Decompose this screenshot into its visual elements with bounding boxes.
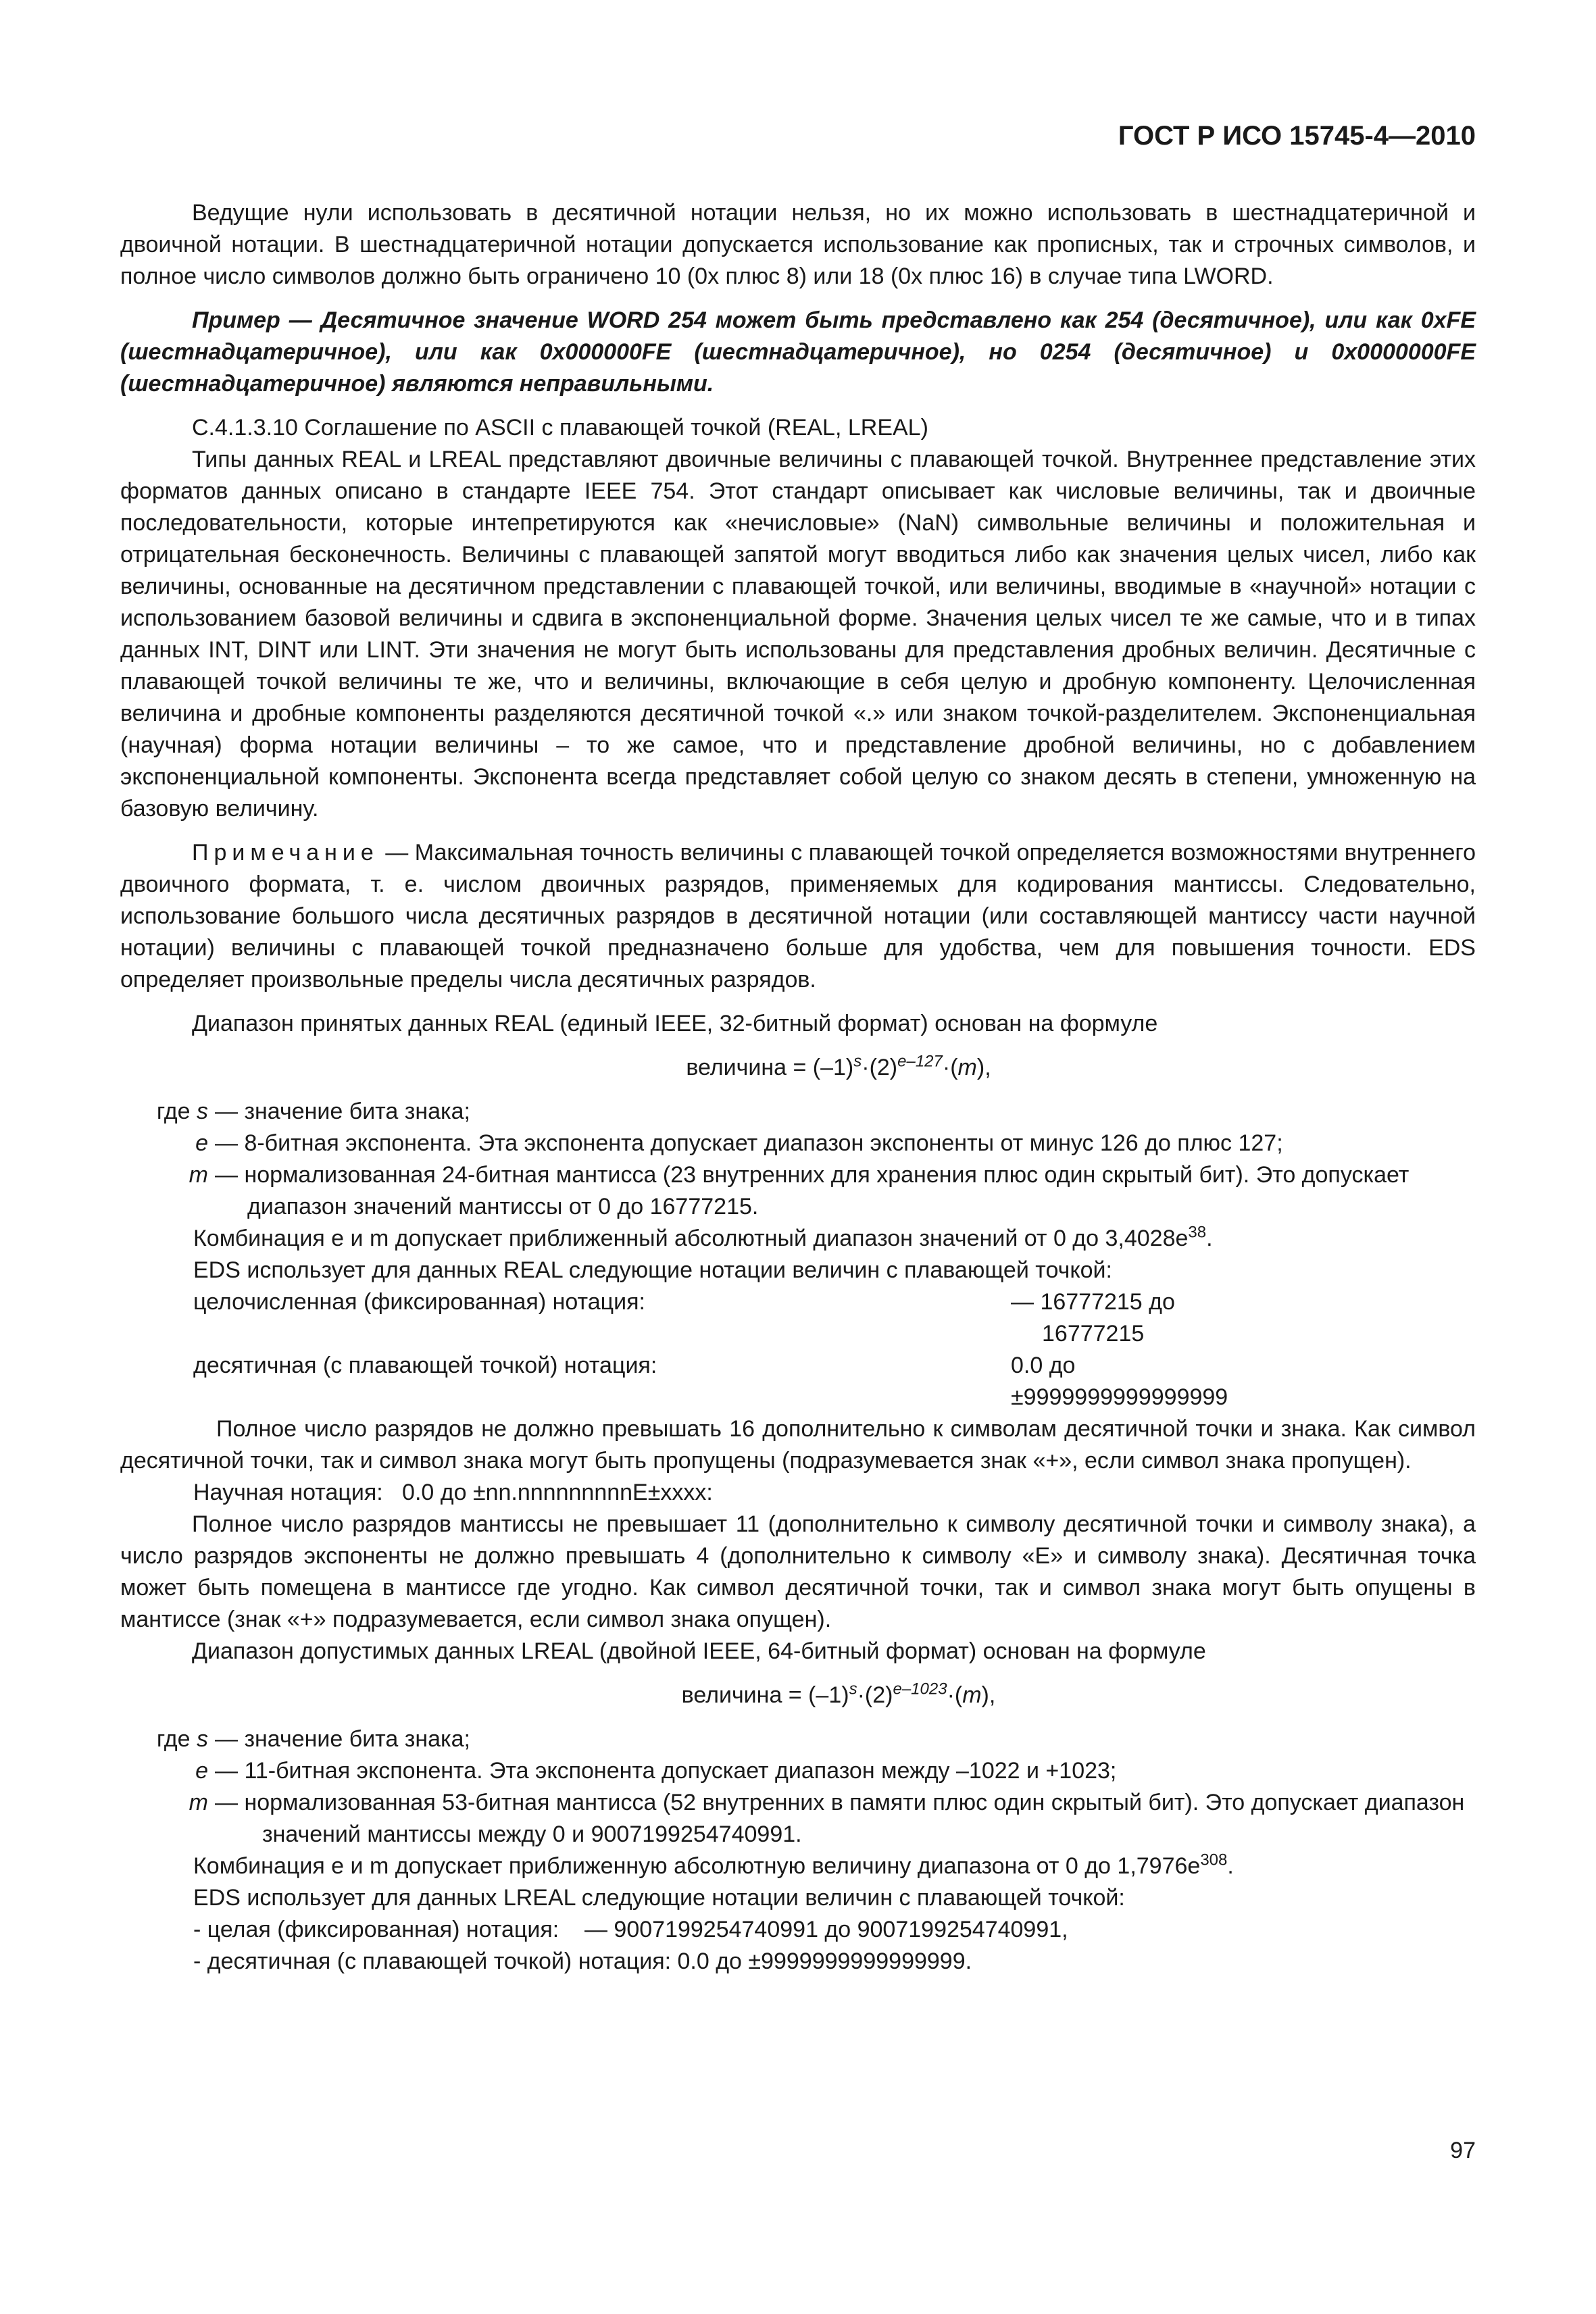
formula-lhs: величина = (–1): [681, 1682, 849, 1708]
real-eds-intro: EDS использует для данных REAL следующие нотации величин с плавающей точкой:: [193, 1257, 1112, 1283]
where-item: — значение бита знака;: [215, 1099, 470, 1124]
lreal-where-list: [120, 1724, 1476, 1851]
where-symbol: e: [195, 1130, 208, 1156]
formula-mantissa: m: [962, 1682, 982, 1708]
where-symbol: e: [195, 1758, 208, 1784]
formula-exponent: e–127: [897, 1052, 943, 1071]
notation-value: 0.0 до ±9999999999999999: [1011, 1353, 1228, 1410]
note-paragraph: [120, 837, 1476, 996]
real-where-list: [120, 1096, 1476, 1223]
formula-sign-exp: s: [853, 1052, 862, 1071]
real-formula: [120, 1052, 1476, 1084]
formula-base: ·(2): [862, 1055, 898, 1080]
mantissa-paragraph: Полное число разрядов мантиссы не превышает 11 (дополнительно к символу десятичной точки и символу знака), а число разрядов экспоненты не должно превышать 4 (дополнительно к символу «E» и символу знака). Десятичная точка может быть помещена в мантиссе где угодно. Как символ десятичной точки, так и символ знака могут быть опущены в мантиссе (знак «+» подразумевается, если символ знака опущен).: [120, 1511, 1476, 1632]
lreal-eds-intro: EDS использует для данных LREAL следующие нотации величин с плавающей точкой:: [193, 1885, 1125, 1911]
where-label: где s: [156, 1726, 208, 1752]
where-item: — 11-битная экспонента. Эта экспонента допускает диапазон между –1022 и +1023;: [215, 1758, 1117, 1784]
page-number: 97: [1450, 2138, 1476, 2163]
lreal-range-intro: Диапазон допустимых данных LREAL (двойной IEEE, 64-битный формат) основан на формуле: [192, 1638, 1206, 1664]
document-header: ГОСТ Р ИСО 15745-4—2010: [1118, 121, 1476, 151]
formula-mul: ·(: [947, 1682, 963, 1708]
where-symbol: m: [189, 1790, 208, 1815]
real-range-intro: Диапазон принятых данных REAL (единый IEEE, 32-битный формат) основан на формуле: [192, 1011, 1158, 1036]
real-combination: Комбинация e и m допускает приближенный абсолютный диапазон значений от 0 до $3,4028e^{38}$.: [193, 1223, 1213, 1251]
lreal-list-item: - десятичная (с плавающей точкой) нотация: 0.0 до ±9999999999999999.: [193, 1948, 972, 1974]
formula-exponent: e–1023: [893, 1680, 947, 1699]
scientific-notation: Научная нотация: 0.0 до ±nn.nnnnnnnnnE±xxxx:: [193, 1480, 713, 1505]
lreal-list-item: - целая (фиксированная) нотация: — 9007199254740991 до 9007199254740991,: [193, 1917, 1068, 1942]
paragraph-leading-zeros: Ведущие нули использовать в десятичной нотации нельзя, но их можно использовать в шестнадцатеричной и двоичной нотации. В шестнадцатеричной нотации допускается использование как прописных, так и строчных символов, и полное число символов должно быть ограничено 10 (0x плюс 8) или 18 (0x плюс 16) в случае типа LWORD.: [120, 200, 1476, 289]
notation-label: десятичная (с плавающей точкой) нотация:: [193, 1353, 657, 1378]
formula-mul: ·(: [942, 1055, 958, 1080]
real-notation-table: [120, 1286, 1476, 1413]
formula-base: ·(2): [857, 1682, 893, 1708]
lreal-formula: [120, 1680, 1476, 1711]
example-paragraph: Пример — Десятичное значение WORD 254 может быть представлено как 254 (десятичное), или как 0xFE (шестнадцатеричное), или как 0x000000FE (шестнадцатеричное), но 0254 (десятичное) и 0x0000000FE (шестнадцатеричное) являются неправильными.: [120, 307, 1476, 397]
where-item: — нормализованная 53-битная мантисса (52 внутренних в памяти плюс один скрытый бит). Это допускает диапазон значений мантиссы между 0 и 9007199254740991.: [215, 1790, 1465, 1847]
total-digits-paragraph: Полное число разрядов не должно превышать 16 дополнительно к символам десятичной точки и знака. Как символ десятичной точки, так и символ знака могут быть пропущены (подразумевается знак «+», если символ знака пропущен).: [120, 1416, 1476, 1474]
document-body: [120, 197, 1476, 1978]
where-item: — нормализованная 24-битная мантисса (23 внутренних для хранения плюс один скрытый бит). Это допускает диапазон значений мантиссы от 0 до 16777215.: [215, 1162, 1410, 1219]
formula-close: ),: [976, 1055, 991, 1080]
section-heading: C.4.1.3.10 Соглашение по ASCII с плавающей точкой (REAL, LREAL): [192, 415, 928, 441]
where-symbol: m: [189, 1162, 208, 1188]
note-label: Примечание: [192, 840, 379, 865]
where-label: где s: [156, 1099, 208, 1124]
note-text: — Максимальная точность величины с плавающей точкой определяется возможностями внутреннего двоичного формата, т. е. числом двоичных разрядов, применяемых для кодирования мантиссы. Следовательно, использование большого числа десятичных разрядов в десятичной нотации (или составляющей мантиссу части научной нотации) величины с плавающей точкой предназначено больше для удобства, чем для повышения точности. EDS определяет произвольные пределы числа десятичных разрядов.: [120, 840, 1476, 992]
formula-close: ),: [981, 1682, 996, 1708]
paragraph-real-lreal: Типы данных REAL и LREAL представляют двоичные величины с плавающей точкой. Внутреннее представление этих форматов данных описано в стандарте IEEE 754. Этот стандарт описывает как числовые величины, так и двоичные последовательности, которые интепретируются как «нечисловые» (NaN) символьные величины и положительная и отрицательная бесконечность. Величины с плавающей запятой могут вводиться либо как значения целых чисел, либо как величины, основанные на десятичном представлении с плавающей точкой, или величины, вводимые в «научной» нотации с использованием базовой величины и сдвига в экспоненциальной форме. Значения целых чисел те же самые, что и в типах данных INT, DINT или LINT. Эти значения не могут быть использованы для представления дробных величин. Десятичные с плавающей точкой величины те же, что и величины, включающие в себя целую и дробную компоненту. Целочисленная величина и дробные компоненты разделяются десятичной точкой «.» или знаком точкой-разделителем. Экспоненциальная (научная) форма нотации величины – то же самое, что и представление дробной величины, но с добавлением экспоненциальной компоненты. Экспонента всегда представляет собой целую со знаком десять в степени, умноженную на базовую величину.: [120, 447, 1476, 822]
formula-lhs: величина = (–1): [686, 1055, 854, 1080]
where-item: — значение бита знака;: [215, 1726, 470, 1752]
notation-label: целочисленная (фиксированная) нотация:: [193, 1289, 645, 1315]
where-item: — 8-битная экспонента. Эта экспонента допускает диапазон экспоненты от минус 126 до плюс 127;: [215, 1130, 1283, 1156]
lreal-combination: Комбинация e и m допускает приближенную абсолютную величину диапазона от 0 до $1,7976e^{308}$.: [193, 1851, 1234, 1879]
notation-value: — 16777215 до 16777215: [1011, 1289, 1175, 1347]
formula-mantissa: m: [957, 1055, 977, 1080]
formula-sign-exp: s: [849, 1680, 857, 1699]
